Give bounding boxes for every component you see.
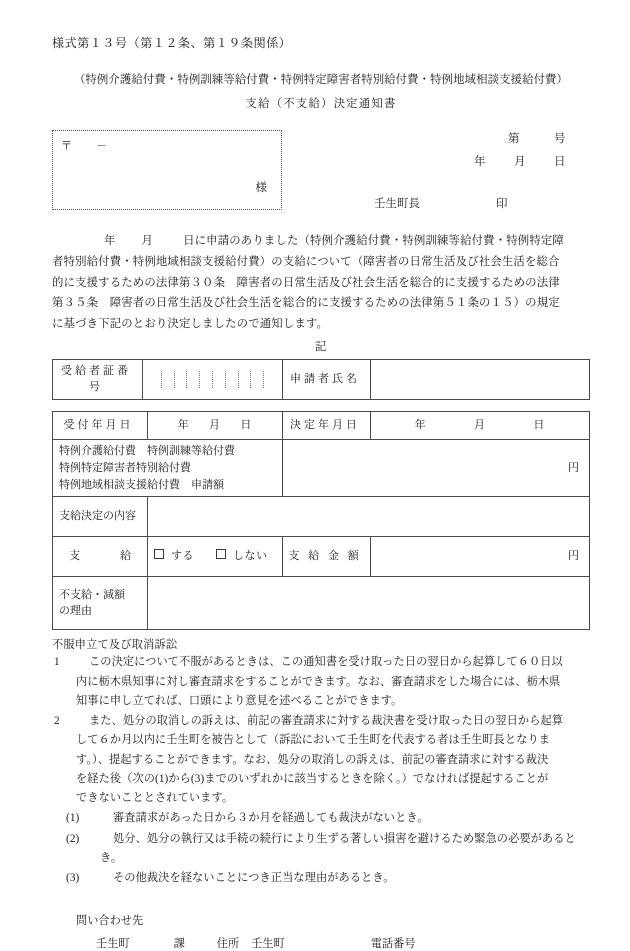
body-line-3: 的に支援するための法律第３０条 障害者の日常生活及び社会生活を総合的に支援するための法律 (52, 276, 560, 289)
body-date-month: 月 (141, 235, 154, 247)
decision-content-label: 支給決定の内容 (53, 497, 148, 537)
checkbox-pay-no-icon[interactable] (216, 549, 226, 559)
appeal-sub-item-1-text (100, 809, 590, 828)
appeal-item-1-line-1: この決定について不服があるときは、この通知書を受け取った日の翌日から起算して６０日以 (89, 656, 563, 669)
decision-date-label: 決定年月日 (283, 412, 371, 440)
contact-address-town: 壬生町 (251, 937, 285, 950)
contact-address-label: 住所 (216, 937, 240, 950)
appeal-sub-item-3-text (100, 869, 590, 888)
issue-date-month: 月 (514, 156, 526, 168)
decision-table (52, 411, 590, 630)
payment-option-no: しない (233, 550, 268, 563)
body-line-1: 日に申請のありました（特例介護給付費・特例訓練等給付費・特例特定障 (183, 235, 564, 247)
appeal-sub-item-3 (52, 869, 590, 888)
appeal-item-1-number: 1 (54, 656, 60, 669)
appeal-sub-item-1 (52, 809, 590, 828)
benefit-line-1: 特例介護給付費 特例訓練等給付費 (59, 445, 235, 458)
postal-mark: 〒 (61, 140, 74, 152)
decision-content-input[interactable] (148, 497, 590, 537)
reception-date-ymd (154, 417, 276, 434)
appeal-sub-item-3-number: (3) (66, 872, 80, 885)
refusal-reason-label-line-1: 不支給・減額 (59, 588, 125, 601)
decision-month: 月 (473, 419, 486, 432)
table-row (53, 537, 590, 577)
contact-town: 壬生町 (96, 937, 130, 950)
ki-marker: 記 (315, 340, 327, 353)
cert-number-input[interactable] (143, 359, 283, 399)
appeal-sub-item-2 (52, 830, 590, 869)
appeal-sub-item-2-number: (2) (66, 832, 80, 845)
decision-date-input[interactable] (371, 412, 590, 440)
table-row (53, 577, 590, 630)
appeal-sub-item-1-number: (1) (66, 812, 80, 825)
contact-details (76, 935, 590, 951)
benefit-line-3: 特例地域相談支援給付費 申請額 (59, 478, 224, 491)
table-row (53, 412, 590, 440)
benefit-currency: 円 (568, 461, 579, 474)
refusal-reason-input[interactable] (148, 577, 590, 630)
appeal-item-2-line-4: を経た後（次の(1)から(3)までのいずれかに該当するときを除く。）でなければ提起することが (76, 772, 549, 785)
reception-date-label: 受付年月日 (53, 412, 148, 440)
appeal-item-2-number: 2 (54, 715, 60, 728)
payment-choice-group[interactable] (148, 537, 283, 577)
appeal-item-2-line-3: す。）、提起することができます。なお、処分の取消しの訴えは、前記の審査請求に対する裁決 (76, 753, 549, 766)
payment-currency: 円 (568, 550, 579, 563)
appeal-item-1-line-2: 内に栃木県知事に対し審査請求をすることができます。なお、審査請求をした場合には、栃木県 (76, 675, 561, 688)
table-row (53, 440, 590, 497)
benefit-amount-input[interactable] (283, 440, 590, 497)
payment-option-yes: する (171, 550, 194, 563)
postal-line (61, 137, 273, 153)
appeal-item-1-line-3: 知事に申し立てれば、口頭により意見を述べることができます。 (76, 694, 403, 707)
payment-label-text: 支 給 (69, 550, 131, 563)
payment-amount-input[interactable] (371, 537, 590, 577)
refusal-reason-label-line-2: の理由 (59, 605, 92, 618)
title-line-2: 支給（不支給）決定通知書 (245, 98, 397, 110)
reception-date-input[interactable] (148, 412, 283, 440)
table-row (53, 359, 590, 399)
contact-department: 課 (173, 937, 185, 950)
postal-dash: － (96, 140, 109, 152)
addressee-honorific: 様 (255, 182, 267, 194)
applicant-name-input[interactable] (371, 359, 590, 399)
appeal-sub-item-1-line-1: 審査請求があった日から３か月を経過しても裁決がないとき。 (113, 812, 429, 825)
appeal-heading: 不服申立て及び取消訴訟 (52, 639, 178, 652)
issue-date-day: 日 (554, 156, 566, 168)
benefit-line-2: 特例特定障害者特別給付費 (59, 461, 191, 474)
reception-month: 月 (208, 419, 221, 432)
table-row (53, 497, 590, 537)
issuer-name-line (300, 195, 590, 211)
document-number-line (300, 130, 590, 146)
appeal-item-2-line-2: して６か月以内に壬生町を被告として（訴訟において壬生町を代表する者は壬生町長となりま (76, 734, 551, 747)
form-number: 様式第１３号（第１２条、第１９条関係） (52, 36, 292, 50)
checkbox-pay-yes-icon[interactable] (154, 549, 164, 559)
recipient-table (52, 359, 590, 400)
reception-year: 年 (177, 419, 190, 432)
body-date-year: 年 (104, 235, 116, 247)
decision-day: 日 (533, 419, 546, 432)
appeal-item-1 (52, 653, 590, 711)
appeal-sub-item-2-line-2: き。 (100, 852, 123, 864)
appeal-item-2-text (76, 712, 590, 808)
appeal-sub-item-3-line-1: その他裁決を経ないことにつき正当な理由があるとき。 (113, 872, 395, 885)
issuer-name: 壬生町長 (374, 198, 420, 210)
appeal-sub-item-2-line-1: 処分、処分の執行又は手続の続行により生ずる著しい損害を避けるため緊急の必要があると (113, 832, 576, 845)
cert-number-segments (149, 371, 276, 388)
addressee-issuer-row (52, 130, 590, 211)
number-label-unit: 号 (554, 133, 566, 145)
reception-day: 日 (240, 419, 253, 432)
title-line-1: （特例介護給付費・特例訓練等給付費・特例特定障害者特別給付費・特例地域相談支援給付費） (73, 74, 569, 86)
decision-year: 年 (414, 419, 427, 432)
number-label-first: 第 (508, 133, 520, 145)
applicant-name-label: 申請者氏名 (283, 359, 371, 399)
contact-section (52, 912, 590, 951)
appeal-item-1-text (76, 653, 590, 711)
issuer-block (282, 130, 590, 211)
body-line-4: 第３５条 障害者の日常生活及び社会生活を総合的に支援するための法律第５１条の１５）の規定 (52, 297, 560, 310)
document-title (52, 71, 590, 111)
appeal-item-2 (52, 712, 590, 808)
contact-heading: 問い合わせ先 (76, 914, 144, 927)
decision-date-ymd (377, 417, 583, 434)
issue-date-line (300, 153, 590, 169)
benefit-type-label (53, 440, 283, 497)
cert-number-label: 受給者証番号 (53, 359, 143, 399)
payment-label (53, 537, 148, 577)
seal-mark: 印 (496, 198, 508, 210)
body-paragraph (52, 231, 590, 335)
body-line-5: に基づき下記のとおり決定しましたので通知します。 (52, 318, 329, 330)
issue-date-year: 年 (474, 156, 486, 168)
refusal-reason-label (53, 577, 148, 630)
body-line-2: 者特別給付費・特例地域相談支援給付費）の支給について（障害者の日常生活及び社会生活を総合 (52, 255, 560, 268)
payment-amount-label: 支 給 金 額 (283, 537, 371, 577)
appeal-item-2-line-1: また、処分の取消しの訴えは、前記の審査請求に対する裁決書を受け取った日の翌日から起算 (89, 715, 564, 728)
appeal-item-2-line-5: できないこととされています。 (76, 792, 234, 805)
appeal-sub-item-2-text (100, 830, 590, 869)
contact-phone-label: 電話番号 (370, 937, 416, 950)
addressee-box[interactable] (52, 130, 282, 210)
